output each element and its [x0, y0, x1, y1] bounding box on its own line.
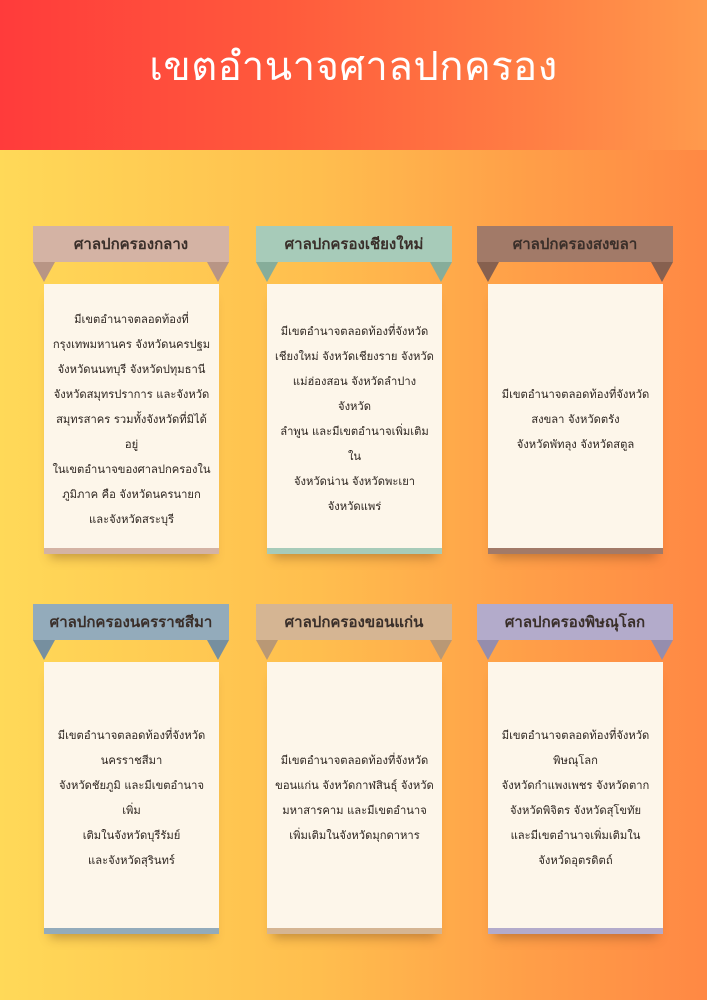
court-jurisdiction-note	[44, 284, 219, 554]
note-bottom-strip	[488, 548, 663, 554]
court-banner	[477, 604, 673, 660]
court-jurisdiction-text: มีเขตอำนาจตลอดท้องที่ กรุงเทพมหานคร จังหวัดนครปฐม จังหวัดนนทบุรี จังหวัดปทุมธานี จังหวัดสมุทรปราการ และจังหวัด สมุทรสาคร รวมทั้งจังหวัดที่มิได้อยู่ ในเขตอำนาจของศาลปกครองใน ภูมิภาค คือ จังหวัดนครนายก และจังหวัดสระบุรี	[52, 312, 211, 526]
court-banner	[33, 604, 229, 660]
note-bottom-strip	[44, 928, 219, 934]
court-jurisdiction-text: มีเขตอำนาจตลอดท้องที่จังหวัด สงขลา จังหวัดตรัง จังหวัดพัทลุง จังหวัดสตูล	[501, 387, 650, 451]
court-banner	[33, 226, 229, 282]
court-name: ศาลปกครองสงขลา	[512, 235, 638, 253]
court-name: ศาลปกครองเชียงใหม่	[284, 235, 424, 253]
note-bottom-strip	[267, 548, 442, 554]
page-header	[0, 0, 707, 150]
court-jurisdiction-text: มีเขตอำนาจตลอดท้องที่จังหวัด เชียงใหม่ จังหวัดเชียงราย จังหวัด แม่ฮ่องสอน จังหวัดลำปาง จังหวัด ลำพูน และมีเขตอำนาจเพิ่มเติมใน จังหวัดน่าน จังหวัดพะเยา จังหวัดแพร่	[275, 325, 434, 513]
court-banner	[477, 226, 673, 282]
note-bottom-strip	[488, 928, 663, 934]
court-banner	[256, 226, 452, 282]
court-jurisdiction-text: มีเขตอำนาจตลอดท้องที่จังหวัด นครราชสีมา จังหวัดชัยภูมิ และมีเขตอำนาจเพิ่ม เติมในจังหวัดบุรีรัมย์ และจังหวัดสุรินทร์	[57, 729, 206, 867]
court-name: ศาลปกครองขอนแก่น	[284, 613, 424, 631]
court-banner	[256, 604, 452, 660]
court-jurisdiction-note	[488, 662, 663, 934]
court-jurisdiction-text: มีเขตอำนาจตลอดท้องที่จังหวัด ขอนแก่น จังหวัดกาฬสินธุ์ จังหวัด มหาสารคาม และมีเขตอำนาจ เพิ่มเติมในจังหวัดมุกดาหาร	[275, 754, 434, 842]
court-name: ศาลปกครองกลาง	[73, 235, 189, 253]
court-name: ศาลปกครองพิษณุโลก	[504, 613, 646, 631]
court-jurisdiction-text: มีเขตอำนาจตลอดท้องที่จังหวัด พิษณุโลก จังหวัดกำแพงเพชร จังหวัดตาก จังหวัดพิจิตร จังหวัดสุโขทัย และมีเขตอำนาจเพิ่มเติมใน จังหวัดอุตรดิตถ์	[501, 729, 650, 867]
court-name: ศาลปกครองนครราชสีมา	[49, 613, 213, 631]
court-jurisdiction-note	[267, 284, 442, 554]
court-jurisdiction-note	[44, 662, 219, 934]
note-bottom-strip	[44, 548, 219, 554]
note-bottom-strip	[267, 928, 442, 934]
court-jurisdiction-note	[267, 662, 442, 934]
court-jurisdiction-note	[488, 284, 663, 554]
page-title: เขตอำนาจศาลปกครอง	[149, 44, 558, 90]
